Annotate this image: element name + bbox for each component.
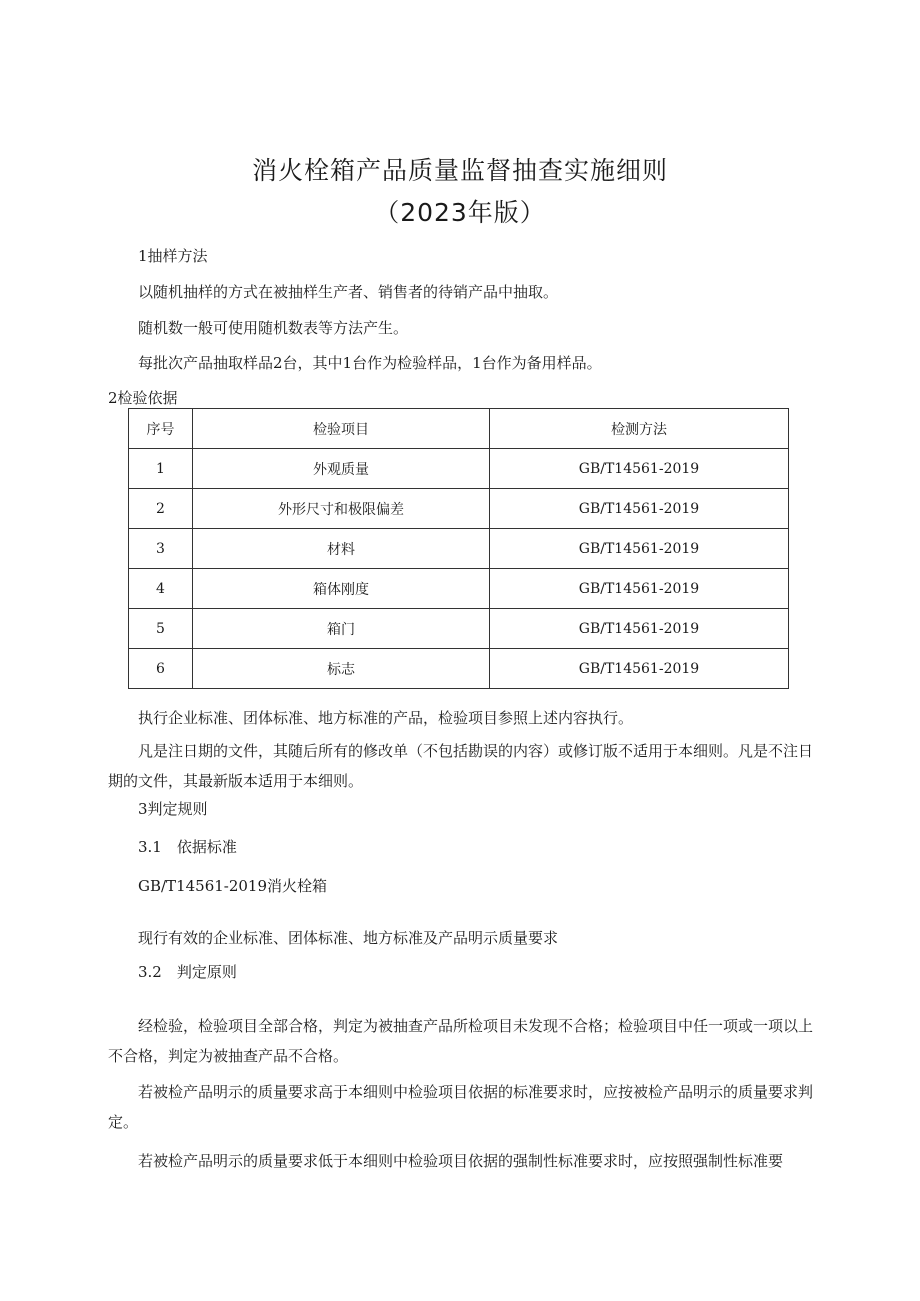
table-row — [129, 609, 789, 649]
row-serial: 2 — [129, 489, 193, 529]
section-1-line-2: 随机数一般可使用随机数表等方法产生。 — [138, 319, 409, 337]
section-1-line-3: 每批次产品抽取样品2台，其中1台作为检验样品，1台作为备用样品。 — [138, 354, 602, 372]
section-3-1-other: 现行有效的企业标准、团体标准、地方标准及产品明示质量要求 — [138, 929, 559, 947]
section-3-2-paragraph-3: 若被检产品明示的质量要求低于本细则中检验项目依据的强制性标准要求时，应按照强制性标准要 — [138, 1152, 784, 1170]
row-serial: 1 — [129, 449, 193, 489]
row-method: GB/T14561-2019 — [490, 609, 789, 649]
header-item: 检验项目 — [193, 409, 490, 449]
row-item: 外形尺寸和极限偏差 — [193, 489, 490, 529]
section-3-2-paragraph-2: 若被检产品明示的质量要求高于本细则中检验项目依据的标准要求时，应按被检产品明示的质量要求判定。 — [108, 1083, 814, 1131]
row-item: 标志 — [193, 649, 490, 689]
section-3-1-standard: GB/T14561-2019消火栓箱 — [138, 877, 328, 895]
document-title: 消火栓箱产品质量监督抽查实施细则 — [251, 156, 668, 185]
row-method: GB/T14561-2019 — [490, 569, 789, 609]
section-3-heading: 3判定规则 — [138, 800, 208, 818]
row-serial: 5 — [129, 609, 193, 649]
row-serial: 4 — [129, 569, 193, 609]
section-3-2-paragraph-1: 经检验，检验项目全部合格，判定为被抽查产品所检项目未发现不合格；检验项目中任一项或一项以上不合格，判定为被抽查产品不合格。 — [108, 1017, 814, 1065]
row-method: GB/T14561-2019 — [490, 449, 789, 489]
row-item: 材料 — [193, 529, 490, 569]
table-row — [129, 489, 789, 529]
table-row — [129, 529, 789, 569]
row-item: 箱体刚度 — [193, 569, 490, 609]
section-3-1-heading: 3.1 依据标准 — [138, 838, 237, 856]
row-method: GB/T14561-2019 — [490, 649, 789, 689]
section-1-line-1: 以随机抽样的方式在被抽样生产者、销售者的待销产品中抽取。 — [138, 283, 559, 301]
inspection-items-table — [128, 408, 789, 689]
document-edition: （2023年版） — [374, 198, 546, 227]
row-item: 箱门 — [193, 609, 490, 649]
section-2-note-1: 执行企业标准、团体标准、地方标准的产品，检验项目参照上述内容执行。 — [138, 709, 634, 727]
row-method: GB/T14561-2019 — [490, 489, 789, 529]
section-2-heading: 2检验依据 — [108, 389, 178, 407]
section-3-2-heading: 3.2 判定原则 — [138, 963, 237, 981]
section-1-heading: 1抽样方法 — [138, 247, 208, 265]
table-row — [129, 449, 789, 489]
row-serial: 6 — [129, 649, 193, 689]
section-2-note-2: 凡是注日期的文件，其随后所有的修改单（不包括勘误的内容）或修订版不适用于本细则。凡是不注日期的文件，其最新版本适用于本细则。 — [108, 742, 814, 790]
header-method: 检测方法 — [490, 409, 789, 449]
row-item: 外观质量 — [193, 449, 490, 489]
row-method: GB/T14561-2019 — [490, 529, 789, 569]
row-serial: 3 — [129, 529, 193, 569]
table-row — [129, 649, 789, 689]
table-row — [129, 569, 789, 609]
table-header-row — [129, 409, 789, 449]
header-serial: 序号 — [129, 409, 193, 449]
